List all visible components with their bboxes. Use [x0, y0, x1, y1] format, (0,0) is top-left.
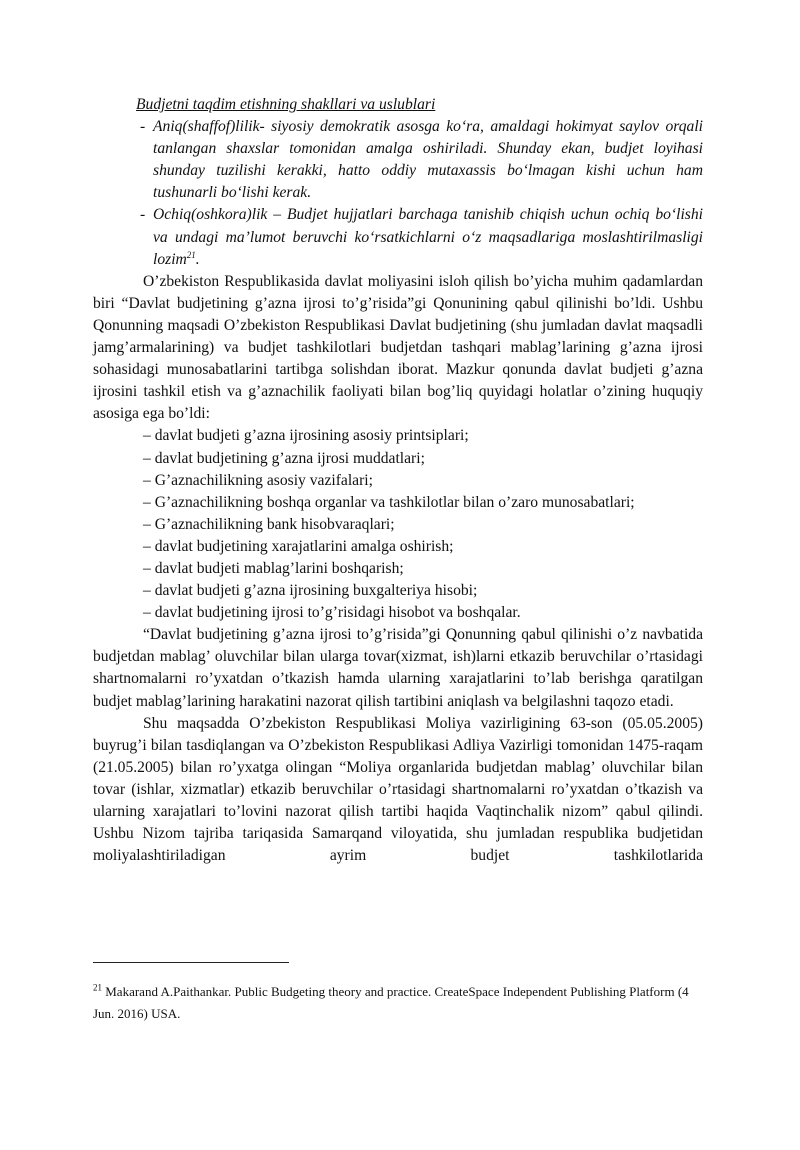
footnote-number: 21 [93, 982, 102, 993]
paragraph-1: O’zbekiston Respublikasida davlat moliyasini isloh qilish bo’yicha muhim qadamlardan biri “Davlat budjetining g’azna ijrosi to’g’risida”gi Qonunining qabul qilinishi bo’ldi. Ushbu Qonunning maqsadi O’zbekiston Respublikasi Davlat budjetining (shu jumladan davlat maqsadli jamg’armalarining) va budjet tashkilotlari budjetdan tashqari mablag’larining g’azna ijrosi sohasidagi munosabatlarini tartibga solishdan iborat. Mazkur qonunda davlat budjeti g’azna ijrosini tashkil etish va g’aznachilik faoliyati bilan bog’liq quyidagi holatlar o’zining huquqiy asosiga ega bo’ldi: [93, 272, 703, 423]
dash-item-8: – davlat budjeti g’azna ijrosining buxgalteriya hisobi; [143, 582, 478, 600]
section-heading: Budjetni taqdim etishning shakllari va uslublari [136, 96, 436, 113]
italic-bullet-1 [140, 116, 703, 204]
dash-item-1: – davlat budjeti g’azna ijrosining asosiy printsiplari; [143, 427, 469, 445]
bullet-text: Aniq(shaffof)lilik- siyosiy demokratik asosga ko‘ra, amaldagi hokimyat saylov orqali tanlangan shaxslar tomonidan amalga oshiriladi. Shunday ekan, budjet loyihasi shunday tuzilishi kerakki, hatto oddiy mutaxassis bo‘lmagan kishi uchun ham tushunarli bo‘lishi kerak. [153, 118, 703, 202]
dash-item-5: – G’aznachilikning bank hisobvaraqlari; [143, 515, 395, 533]
footnote-text: Makarand A.Paithankar. Public Budgeting theory and practice. CreateSpace Independent Publishing Platform (4 Jun. 2016) USA. [93, 984, 689, 1021]
italic-bullet-2: - Ochiq(oshkora)lik – Budjet hujjatlari barchaga tanishib chiqish uchun ochiq bo‘lishi va undagi ma’lumot beruvchi ko‘rsatkichlarni o‘z maqsadlariga moslashtirilmasligi lozim$^{21}$. [140, 206, 703, 268]
dash-item-4: – G’aznachilikning boshqa organlar va tashkilotlar bilan o’zaro munosabatlari; [143, 493, 635, 511]
paragraph-3: Shu maqsadda O’zbekiston Respublikasi Moliya vazirligining 63-son (05.05.2005) buyrug’i bilan tasdiqlangan va O’zbekiston Respublikasi Adliya Vazirligi tomonidan 1475-raqam (21.05.2005) bilan ro’yxatga olingan “Moliya organlarida budjetdan mablag’ oluvchilar bilan tovar (ishlar, xizmatlar) etkazib beruvchilar o’rtasidagi shartnomalarni ro’yxatdan o’tkazish va ularning xarajatlari to’lovini nazorat qilish tartibi haqida Vaqtinchalik nizom” qabul qilindi. Ushbu Nizom tajriba tariqasida Samarqand viloyatida, shu jumladan respublika budjetidan moliyalashtiriladigan ayrim budjet tashkilotlarida [93, 714, 703, 865]
document-page [93, 94, 703, 867]
paragraph-2: “Davlat budjetining g’azna ijrosi to’g’risida”gi Qonunning qabul qilinishi o’z navbatida budjetdan mablag’ oluvchilar bilan ularga tovar(xizmat, ish)larni etkazib beruvchilar o’rtasidagi shartnomalarni ro’yxatdan o’tkazish hamda ularning xarajatlarini to’lab berishga qaratilgan budjet mablag’larining harakatini nazorat qilish tartibini aniqlash va belgilashni taqozo etadi. [93, 626, 703, 710]
dash-item-9: – davlat budjetining ijrosi to’g’risidagi hisobot va boshqalar. [143, 604, 521, 622]
dash-item-2: – davlat budjetining g’azna ijrosi muddatlari; [143, 449, 425, 467]
bullet-dash: - [140, 118, 146, 136]
footnote [93, 981, 705, 1025]
bullet-dash: - [140, 206, 146, 224]
bullet-text: Ochiq(oshkora)lik – Budjet hujjatlari barchaga tanishib chiqish uchun ochiq bo‘lishi va undagi ma’lumot beruvchi ko‘rsatkichlarni o‘z maqsadlariga moslashtirilmasligi lozim [153, 206, 703, 268]
dash-item-3: – G’aznachilikning asosiy vazifalari; [143, 471, 373, 489]
footnote-reference: 21 [186, 249, 196, 260]
dash-item-6: – davlat budjetining xarajatlarini amalga oshirish; [143, 537, 454, 555]
dash-item-7: – davlat budjeti mablag’larini boshqarish; [143, 559, 404, 577]
footnote-separator [93, 962, 289, 963]
